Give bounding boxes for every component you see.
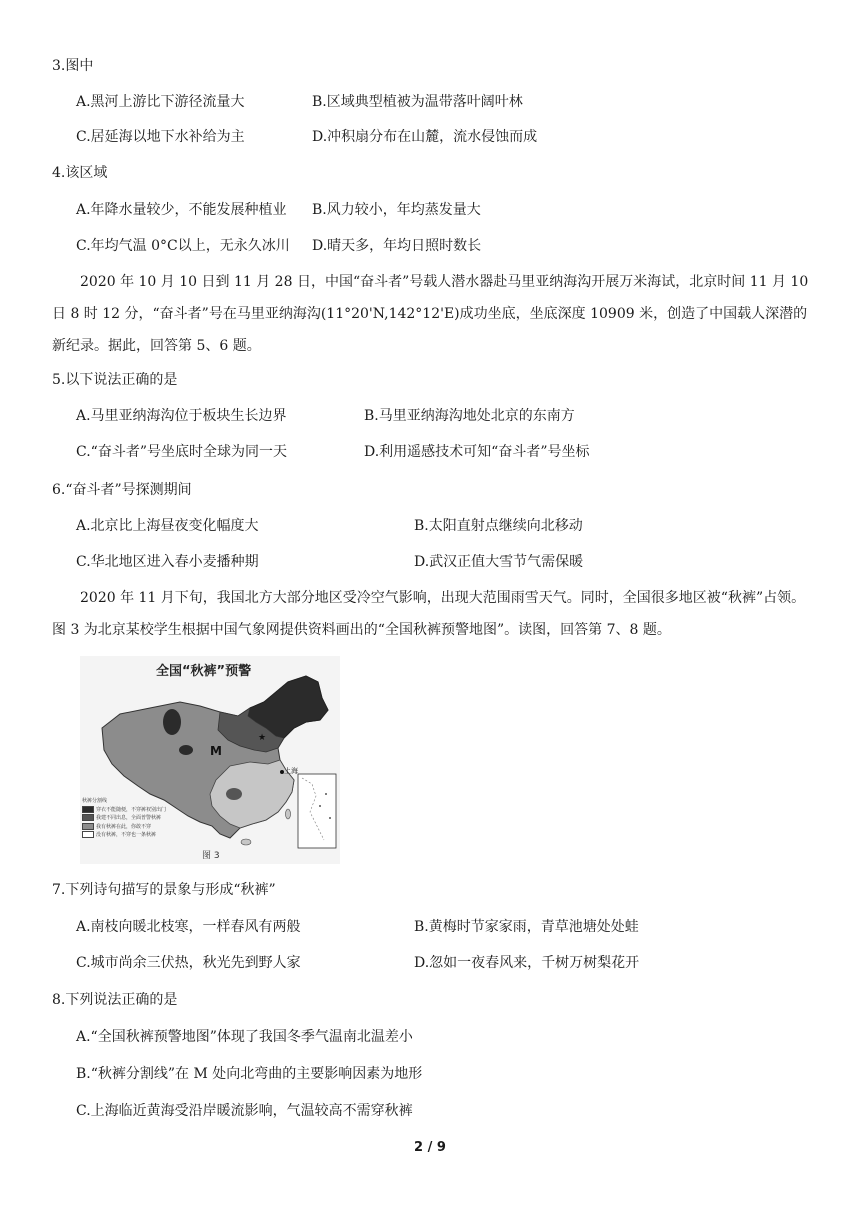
- question-8-option-c: C.上海临近黄海受沿岸暖流影响，气温较高不需穿秋裤: [76, 1103, 413, 1119]
- question-6-option-d: D.武汉正值大雪节气需保暖: [414, 554, 584, 570]
- question-7-stem: 7.下列诗句描写的景象与形成“秋裤”: [52, 882, 276, 898]
- passage-fendouzhe: 2020 年 10 月 10 日到 11 月 28 日，中国“奋斗者”号载人潜水器赴马里亚纳海沟开展万米海试，北京时间 11 月 10 日 8 时 12 分，“奋斗者”号在马里亚纳海沟(11°20'N,142°12'E)成功坐底，坐底深度 10909 米，创造了中国载人深潜的新纪录。据此，回答第 5、6 题。: [52, 274, 809, 354]
- legend-swatch-2: [82, 814, 94, 821]
- page-number: 2 / 9: [414, 1140, 446, 1155]
- question-6-option-c: C.华北地区进入春小麦播种期: [76, 554, 259, 570]
- question-4-stem: 4.该区域: [52, 165, 108, 181]
- question-6-stem: 6.“奋斗者”号探测期间: [52, 482, 192, 498]
- question-6-option-b: B.太阳直射点继续向北移动: [414, 518, 583, 534]
- question-5-option-d: D.利用遥感技术可知“奋斗者”号坐标: [364, 444, 590, 460]
- svg-text:★: ★: [258, 733, 267, 743]
- question-5-stem: 5.以下说法正确的是: [52, 372, 178, 388]
- map-label-shanghai: 上海: [284, 767, 298, 775]
- legend-swatch-3: [82, 823, 94, 830]
- legend-swatch-4: [82, 831, 94, 838]
- question-8-option-a: A.“全国秋裤预警地图”体现了我国冬季气温南北温差小: [76, 1029, 413, 1045]
- legend-swatch-1: [82, 806, 94, 813]
- legend-text-4: 没有秋裤，不穿也一条秋裤: [96, 832, 157, 838]
- map-label-m: M: [210, 744, 222, 758]
- legend-text-2: 我建不同出息，全面普警秋裤: [96, 815, 162, 821]
- map-legend: [82, 798, 166, 840]
- legend-item-2: [82, 814, 166, 823]
- question-3-option-b: B.区域典型植被为温带落叶阔叶林: [312, 94, 523, 110]
- question-4-option-d: D.晴天多，年均日照时数长: [312, 238, 482, 254]
- question-5-option-c: C.“奋斗者”号坐底时全球为同一天: [76, 444, 287, 460]
- question-4-option-b: B.风力较小，年均蒸发量大: [312, 202, 481, 218]
- question-7-option-a: A.南枝向暖北枝寒，一样春风有两般: [76, 919, 301, 935]
- question-3-option-d: D.冲积扇分布在山麓，流水侵蚀而成: [312, 129, 538, 145]
- question-5-option-b: B.马里亚纳海沟地处北京的东南方: [364, 408, 575, 424]
- legend-item-1: [82, 806, 166, 815]
- figure-caption: 图 3: [202, 851, 220, 861]
- question-3-stem: 3.图中: [52, 58, 94, 74]
- question-3-option-c: C.居延海以地下水补给为主: [76, 129, 245, 145]
- passage-qiuku: 2020 年 11 月下旬，我国北方大部分地区受冷空气影响，出现大范围雨雪天气。同时，全国很多地区被“秋裤”占领。图 3 为北京某校学生根据中国气象网提供资料画出的“全国秋裤预警地图”。读图，回答第 7、8 题。: [52, 590, 806, 638]
- legend-text-3: 我有秋裤在此，你敢不穿: [96, 823, 152, 830]
- question-5-option-a: A.马里亚纳海沟位于板块生长边界: [76, 408, 287, 424]
- question-7-option-d: D.忽如一夜春风来，千树万树梨花开: [414, 955, 640, 971]
- question-7-option-c: C.城市尚余三伏热，秋光先到野人家: [76, 955, 301, 971]
- question-4-option-a: A.年降水量较少，不能发展种植业: [76, 202, 287, 218]
- question-6-option-a: A.北京比上海昼夜变化幅度大: [76, 518, 259, 534]
- question-3-option-a: A.黑河上游比下游径流量大: [76, 94, 245, 110]
- qiuku-warning-map: [80, 656, 340, 864]
- question-8-option-b: B.“秋裤分割线”在 M 处向北弯曲的主要影响因素为地形: [76, 1066, 423, 1082]
- map-title: 全国“秋裤”预警: [156, 664, 252, 679]
- question-7-option-b: B.黄梅时节家家雨，青草池塘处处蛙: [414, 919, 639, 935]
- legend-item-4: [82, 831, 166, 840]
- legend-text-1: 穿衣不能随便，不穿裤衩别出门: [96, 806, 167, 813]
- legend-item-3: [82, 823, 166, 832]
- question-8-stem: 8.下列说法正确的是: [52, 992, 178, 1008]
- question-4-option-c: C.年均气温 0°C以上，无永久冰川: [76, 238, 290, 254]
- legend-title: 秋裤分割线: [82, 798, 108, 804]
